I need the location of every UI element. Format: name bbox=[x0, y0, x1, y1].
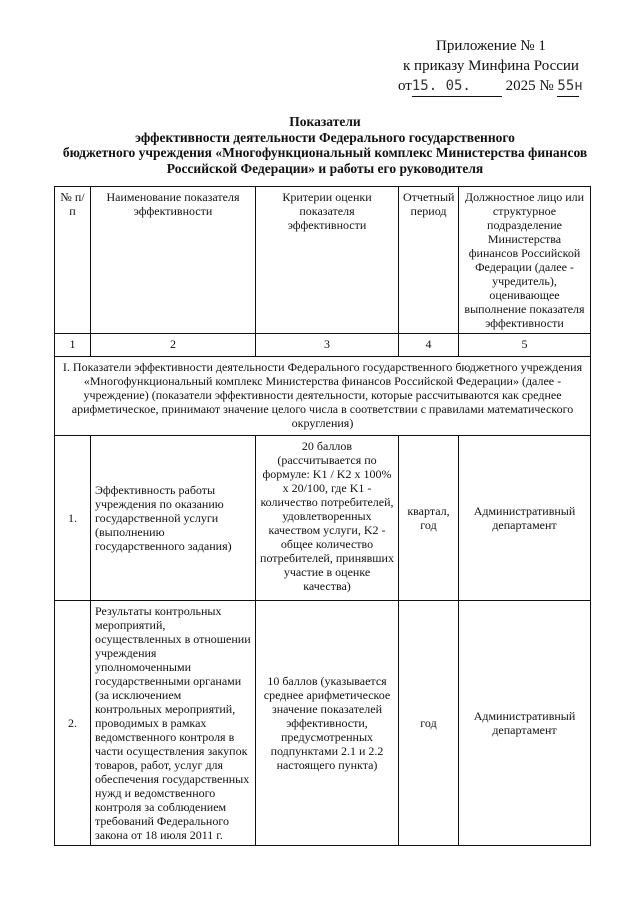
reporting-period: год bbox=[399, 601, 459, 846]
title-line-3: бюджетного учреждения «Многофункциональный комплекс Министерства финансов bbox=[62, 145, 588, 160]
appendix-header bbox=[398, 36, 598, 97]
column-number: 2 bbox=[91, 334, 256, 357]
column-number: 1 bbox=[55, 334, 91, 357]
indicator-name: Результаты контрольных мероприятий, осуществленных в отношении учреждения уполномоченными государственными органами (за исключением контрольных мероприятий, проводимых в рамках ведомственного контроля в части осуществления закупок товаров, работ, услуг для обеспечения государственных нужд и ведомственного контроля за соблюдением требований Федерального закона от 18 июля 2011 г. bbox=[91, 601, 256, 846]
section-heading: I. Показатели эффективности деятельности Федерального государственного бюджетного учреждения «Многофункциональный комплекс Министерства финансов Российской Федерации» (далее - учреждение) (показатели эффективности деятельности, которые рассчитываются как среднее арифметическое, принимают значение целого числа в соответствии с правилами математического округления) bbox=[55, 357, 591, 436]
column-number-row bbox=[55, 334, 591, 357]
title-line-1: Показатели bbox=[289, 114, 361, 129]
table-header-row bbox=[55, 187, 591, 334]
row-number: 1. bbox=[55, 436, 91, 601]
indicators-table bbox=[54, 186, 591, 846]
column-number: 3 bbox=[256, 334, 399, 357]
order-date: 15. 05. bbox=[412, 76, 502, 97]
row-number: 2. bbox=[55, 601, 91, 846]
appendix-line-3 bbox=[398, 76, 598, 97]
header-cell: Критерии оценки показателя эффективности bbox=[256, 187, 399, 334]
header-cell: Должностное лицо или структурное подразделение Министерства финансов Российской Федерации (далее - учредитель), оценивающее выполнение показателя эффективности bbox=[459, 187, 591, 334]
indicator-criteria: 20 баллов (рассчитывается по формуле: K1 / K2 x 100% x 20/100, где K1 - количество потребителей, удовлетворенных качеством услуги, K2 - общее количество потребителей, принявших участие в оценке качества) bbox=[256, 436, 399, 601]
header-cell: № п/п bbox=[55, 187, 91, 334]
section-row bbox=[55, 357, 591, 436]
header-cell: Наименование показателя эффективности bbox=[91, 187, 256, 334]
indicator-criteria: 10 баллов (указывается среднее арифметическое значение показателей эффективности, предусмотренных подпунктами 2.1 и 2.2 настоящего пункта) bbox=[256, 601, 399, 846]
from-label: от bbox=[398, 78, 412, 94]
appendix-line-2: к приказу Минфина России bbox=[403, 58, 579, 74]
title-line-4: Российской Федерации» и работы его руководителя bbox=[166, 160, 484, 176]
table-row bbox=[55, 436, 591, 601]
responsible-unit: Административный департамент bbox=[459, 436, 591, 601]
reporting-period: квартал, год bbox=[399, 436, 459, 601]
responsible-unit: Административный департамент bbox=[459, 601, 591, 846]
column-number: 4 bbox=[399, 334, 459, 357]
table-row bbox=[55, 601, 591, 846]
appendix-line-1: Приложение № 1 bbox=[436, 38, 546, 54]
column-number: 5 bbox=[459, 334, 591, 357]
indicator-name: Эффективность работы учреждения по оказанию государственной услуги (выполнению государственного задания) bbox=[91, 436, 256, 601]
order-year: 2025 № bbox=[505, 78, 554, 94]
header-cell: Отчетный период bbox=[399, 187, 459, 334]
order-number: 55н bbox=[557, 76, 579, 97]
document-title bbox=[40, 114, 610, 176]
title-line-2: эффективности деятельности Федерального государственного bbox=[135, 129, 515, 145]
